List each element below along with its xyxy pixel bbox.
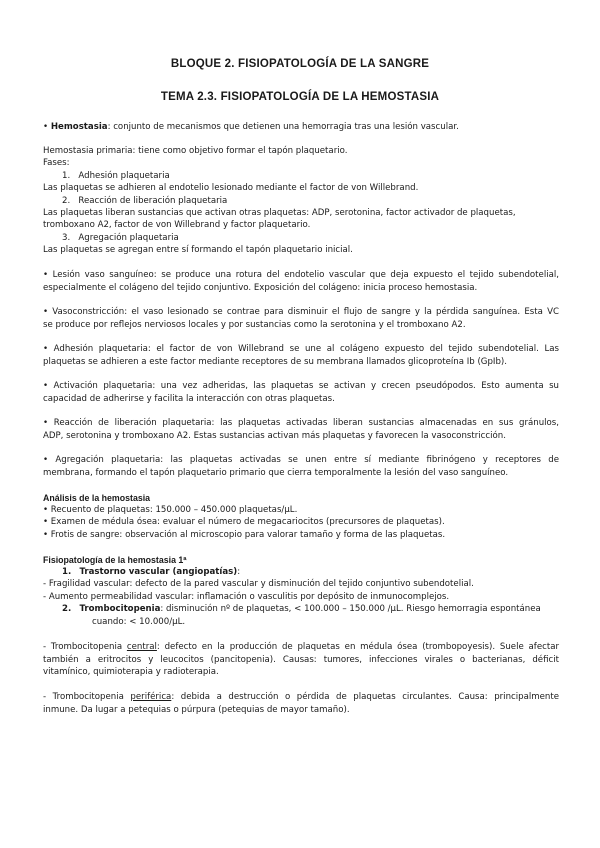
bullet-paragraph-line: especialmente el colágeno del tejido conjuntivo. Exposición del colágeno: inicia proceso hemostasia.	[43, 283, 478, 293]
primaria-intro: Hemostasia primaria: tiene como objetivo formar el tapón plaquetario.	[43, 146, 348, 156]
numbered-heading	[62, 604, 559, 614]
step-heading	[62, 196, 578, 206]
hemostasia-term: Hemostasia	[50, 122, 108, 132]
fisiopatologia-title: Fisiopatología de la hemostasia 1ª	[43, 555, 187, 565]
bullet: •	[43, 122, 49, 132]
colon: :	[237, 567, 241, 577]
item-title: Trastorno vascular (angiopatías)	[79, 567, 238, 577]
periferica-underlined: periférica	[130, 692, 172, 702]
bullet-paragraph-line: ADP, serotonina y tromboxano A2. Estas sustancias activan más plaquetas y favorecen la vasoconstricción.	[43, 431, 506, 441]
central-underlined: central	[126, 642, 157, 652]
item-text: : disminución nº de plaquetas, < 100.000 – 150.000 /µL. Riesgo hemorragia espontánea	[160, 604, 541, 614]
item-text-cont: cuando: < 10.000/µL.	[92, 617, 186, 627]
central-text: : defecto en la producción de plaquetas en médula ósea (trombopoyesis). Suele afectar	[156, 642, 559, 652]
periferica-text: : debida a destrucción o pérdida de plaquetas circulantes. Causa: principalmente	[171, 692, 560, 702]
step-title: Reacción de liberación plaquetaria	[78, 196, 228, 206]
angiopatia-line: - Aumento permeabilidad vascular: inflamación o vasculitis por depósito de inmunocomplejos.	[43, 592, 450, 602]
item-number: 1.	[62, 567, 72, 577]
central-line: también a eritrocitos y leucocitos (pancitopenia). Causas: tumores, infecciones virales o bacterianas, déficit	[43, 655, 559, 665]
step-text: tromboxano A2, factor de von Willebrand y factor plaquetario.	[43, 220, 311, 230]
fases-label: Fases:	[43, 158, 70, 168]
periferica-prefix: - Trombocitopenia	[43, 692, 131, 702]
central-paragraph	[43, 642, 559, 652]
bullet-paragraph-line: membrana, formando el tapón plaquetario primario que cierra temporalmente la lesión del vaso sanguíneo.	[43, 468, 509, 478]
step-heading	[62, 233, 578, 243]
periferica-line: inmune. Da lugar a petequias o púrpura (petequias de mayor tamaño).	[43, 705, 350, 715]
step-text: Las plaquetas liberan sustancias que activan otras plaquetas: ADP, serotonina, factor activador de plaquetas,	[43, 208, 516, 218]
bullet-paragraph-line: • Agregación plaquetaria: las plaquetas activadas se unen entre sí mediante fibrinógeno y receptores de	[43, 455, 559, 465]
bullet-paragraph-line: plaquetas se adhieren a este factor mediante receptores de su membrana llamados glicoproteína Ib (GpIb).	[43, 357, 507, 367]
bullet-paragraph-line: • Reacción de liberación plaquetaria: las plaquetas activadas liberan sustancias almacenadas en sus gránulos,	[43, 418, 559, 428]
step-title: Agregación plaquetaria	[78, 233, 179, 243]
step-number: 3.	[62, 233, 71, 243]
central-prefix: - Trombocitopenia	[43, 642, 127, 652]
analisis-item: • Frotis de sangre: observación al microscopio para valorar tamaño y forma de las plaquetas.	[43, 530, 446, 540]
step-number: 1.	[62, 171, 71, 181]
document-title: BLOQUE 2. FISIOPATOLOGÍA DE LA SANGRE	[170, 58, 430, 70]
analisis-item: • Examen de médula ósea: evaluar el número de megacariocitos (precursores de plaquetas).	[43, 517, 445, 527]
item-number: 2.	[62, 604, 72, 614]
central-line: vitamínico, quimioterapia y radioterapia.	[43, 667, 219, 677]
step-heading	[62, 171, 578, 181]
hemostasia-definition	[43, 122, 559, 132]
bullet-paragraph-line: capacidad de adherirse y facilita la interacción con otras plaquetas.	[43, 394, 335, 404]
bullet-paragraph-line: se produce por reflejos nerviosos locales y por sustancias como la serotonina y el tromboxano A2.	[43, 320, 466, 330]
periferica-paragraph	[43, 692, 559, 702]
step-text: Las plaquetas se adhieren al endotelio lesionado mediante el factor de von Willebrand.	[43, 183, 419, 193]
numbered-heading	[62, 567, 578, 577]
step-title: Adhesión plaquetaria	[78, 171, 170, 181]
bullet-paragraph-line: • Adhesión plaquetaria: el factor de von Willebrand se une al colágeno expuesto del tejido subendotelial. Las	[43, 344, 559, 354]
item-title: Trombocitopenia	[79, 604, 161, 614]
hemostasia-def: : conjunto de mecanismos que detienen una hemorragia tras una lesión vascular.	[107, 122, 459, 132]
bullet-paragraph-line: • Lesión vaso sanguíneo: se produce una rotura del endotelio vascular que deja expuesto el tejido subendotelial,	[43, 270, 559, 280]
step-number: 2.	[62, 196, 71, 206]
step-text: Las plaquetas se agregan entre sí formando el tapón plaquetario inicial.	[43, 245, 353, 255]
analisis-title: Análisis de la hemostasia	[43, 493, 151, 503]
document-subtitle: TEMA 2.3. FISIOPATOLOGÍA DE LA HEMOSTASIA	[160, 91, 440, 103]
analisis-item: • Recuento de plaquetas: 150.000 – 450.000 plaquetas/µL.	[43, 505, 298, 515]
bullet-paragraph-line: • Activación plaquetaria: una vez adheridas, las plaquetas se activan y crecen pseudópodos. Esto aumenta su	[43, 381, 559, 391]
angiopatia-line: - Fragilidad vascular: defecto de la pared vascular y disminución del tejido conjuntivo subendotelial.	[43, 579, 474, 589]
bullet-paragraph-line: • Vasoconstricción: el vaso lesionado se contrae para disminuir el flujo de sangre y la pérdida sanguínea. Esta VC	[43, 307, 559, 317]
